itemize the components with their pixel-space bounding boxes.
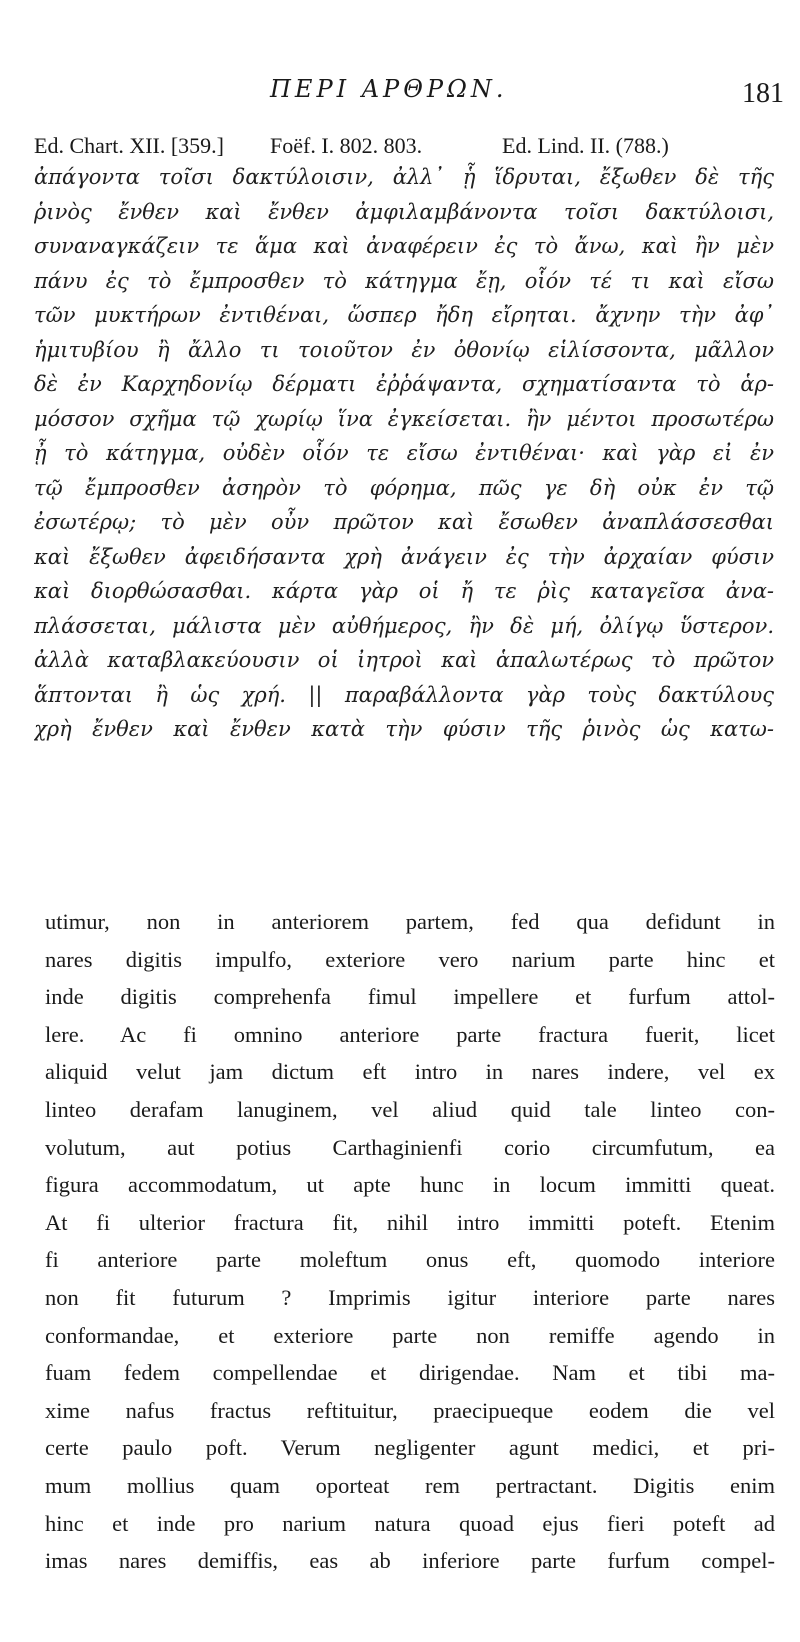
greek-text-line: ᾖ τὸ κάτηγμα, οὐδὲν οἷόν τε εἴσω ἐντιθέναι· καὶ γὰρ εἰ ἐν	[34, 441, 774, 465]
greek-text-line: καὶ διορθώσασθαι. κάρτα γὰρ οἱ ἤ τε ῥὶς καταγεῖσα ἀνα-	[34, 579, 774, 603]
latin-text-line: xime nafus fractus reftituitur, praecipueque eodem die vel	[45, 1397, 775, 1423]
latin-text-block	[45, 903, 775, 1580]
page-number: 181	[742, 78, 784, 109]
latin-text-line: fi anteriore parte moleftum onus eft, quomodo interiore	[45, 1247, 775, 1273]
greek-text-line: ἀπάγοντα τοῖσι δακτύλοισιν, ἀλλ᾽ ᾗ ἵδρυται, ἔξωθεν δὲ τῆς	[34, 165, 774, 189]
latin-text-line: aliquid velut jam dictum eft intro in nares indere, vel ex	[45, 1059, 775, 1085]
chartier-reference: Ed. Chart. XII. [359.]	[34, 133, 225, 158]
greek-text-line: τῶν μυκτήρων ἐντιθέναι, ὥσπερ ἤδη εἴρηται. ἄχνην τὴν ἀφ᾽	[34, 303, 774, 327]
latin-text-line: non fit futurum ? Imprimis igitur interiore parte nares	[45, 1284, 775, 1310]
greek-text-line: δὲ ἐν Καρχηδονίῳ δέρματι ἐῤῥάψαντα, σχηματίσαντα τὸ ἁρ-	[34, 372, 774, 396]
greek-text-line: πλάσσεται, μάλιστα μὲν αὐθήμερος, ἢν δὲ μή, ὀλίγῳ ὕστερον.	[34, 613, 774, 638]
latin-text-line: conformandae, et exteriore parte non remiffe agendo in	[45, 1322, 775, 1348]
latin-text-line: volutum, aut potius Carthaginienfi corio circumfutum, ea	[45, 1134, 775, 1160]
latin-text-line: lere. Ac fi omnino anteriore parte fractura fuerit, licet	[45, 1021, 775, 1047]
greek-text-line: ἡμιτυβίου ἢ ἄλλο τι τοιοῦτον ἐν ὀθονίῳ εἱλίσσοντα, μᾶλλον	[34, 337, 774, 362]
greek-text-block	[34, 160, 774, 747]
greek-text-line: ἐσωτέρῳ; τὸ μὲν οὖν πρῶτον καὶ ἔσωθεν ἀναπλάσσεσθαι	[34, 510, 774, 534]
greek-text-line: ῥινὸς ἔνθεν καὶ ἔνθεν ἀμφιλαμβάνοντα τοῖσι δακτύλοισι,	[34, 199, 774, 224]
latin-text-line: imas nares demiffis, eas ab inferiore parte furfum compel-	[45, 1548, 775, 1574]
lind-reference: Ed. Lind. II. (788.)	[502, 133, 669, 158]
greek-text-line: συναναγκάζειν τε ἅμα καὶ ἀναφέρειν ἐς τὸ ἄνω, καὶ ἢν μὲν	[34, 234, 774, 258]
greek-text-line: χρὴ ἔνθεν καὶ ἔνθεν κατὰ τὴν φύσιν τῆς ῥινὸς ὡς κατω-	[34, 717, 774, 741]
greek-text-line: καὶ ἔξωθεν ἀφειδήσαντα χρὴ ἀνάγειν ἐς τὴν ἀρχαίαν φύσιν	[34, 544, 774, 569]
greek-text-line: τῷ ἔμπροσθεν ἀσηρὸν τὸ φόρημα, πῶς γε δὴ οὐκ ἐν τῷ	[34, 475, 774, 500]
latin-text-line: inde digitis comprehenfa fimul impellere et furfum attol-	[45, 984, 775, 1010]
greek-text-line: ἀλλὰ καταβλακεύουσιν οἱ ἰητροὶ καὶ ἁπαλωτέρως τὸ πρῶτον	[34, 648, 774, 672]
latin-text-line: certe paulo poft. Verum negligenter agunt medici, et pri-	[45, 1435, 775, 1461]
latin-text-line: nares digitis impulfo, exteriore vero narium parte hinc et	[45, 946, 775, 972]
latin-text-line: mum mollius quam oporteat rem pertractant. Digitis enim	[45, 1472, 775, 1498]
latin-text-line: figura accommodatum, ut apte hunc in locum immitti queat.	[45, 1172, 775, 1198]
greek-text-line: μόσσον σχῆμα τῷ χωρίῳ ἵνα ἐγκείσεται. ἢν μέντοι προσωτέρω	[34, 406, 774, 431]
running-title: ΠΕΡΙ ΑΡΘΡΩΝ.	[270, 75, 508, 103]
latin-text-line: utimur, non in anteriorem partem, fed qua defidunt in	[45, 909, 775, 934]
latin-text-line: fuam fedem compellendae et dirigendae. Nam et tibi ma-	[45, 1360, 775, 1386]
greek-text-line: ἅπτονται ἢ ὡς χρή. || παραβάλλοντα γὰρ τοὺς δακτύλους	[34, 682, 774, 707]
latin-text-line: linteo derafam lanuginem, vel aliud quid tale linteo con-	[45, 1096, 775, 1122]
greek-text-line: πάνυ ἐς τὸ ἔμπροσθεν τὸ κάτηγμα ἔῃ, οἷόν τέ τι καὶ εἴσω	[34, 268, 774, 293]
latin-text-line: hinc et inde pro narium natura quoad ejus fieri poteft ad	[45, 1510, 775, 1536]
foes-reference: Foëf. I. 802. 803.	[270, 133, 423, 158]
latin-text-line: At fi ulterior fractura fit, nihil intro immitti poteft. Etenim	[45, 1209, 775, 1235]
